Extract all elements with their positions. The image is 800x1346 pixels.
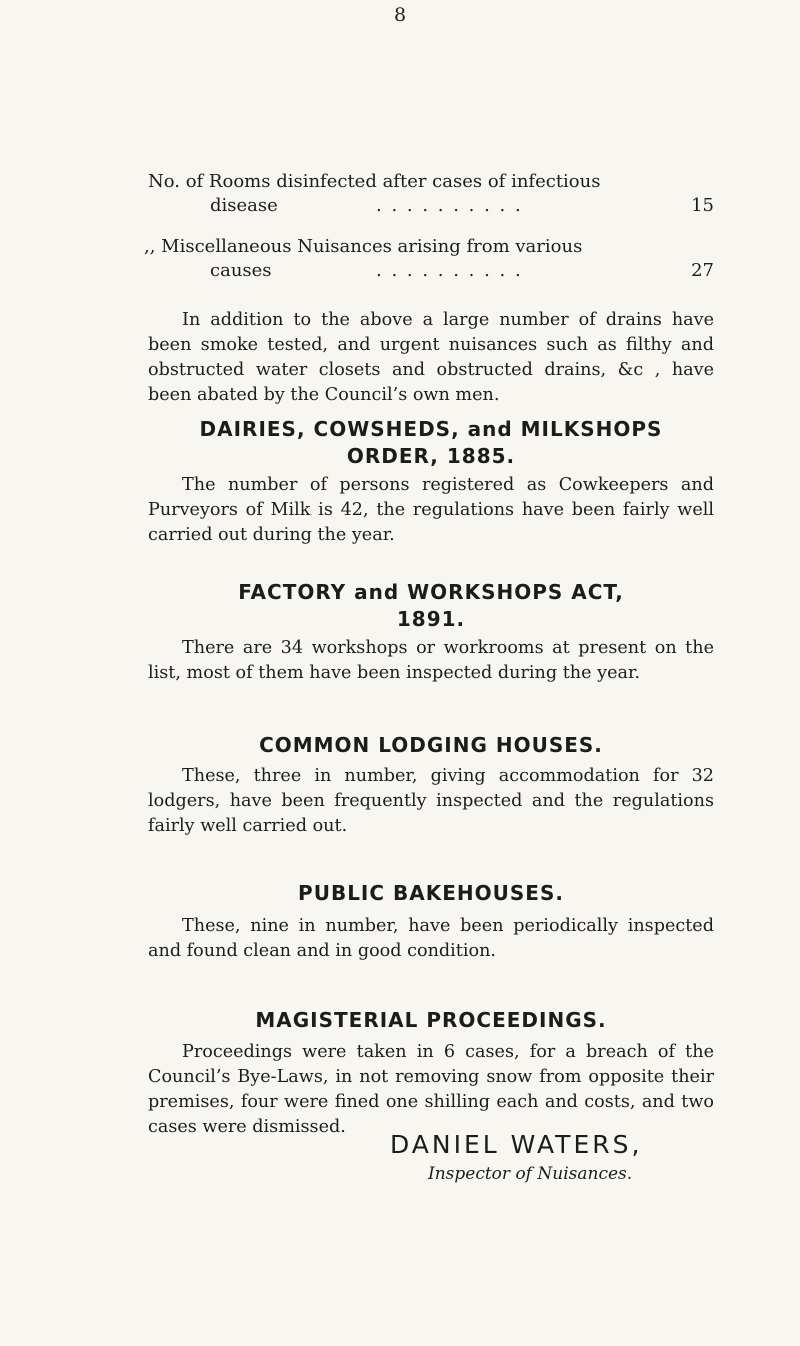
- section-body-text: Proceedings were taken in 6 cases, for a breach of the Council’s Bye-Laws, in not removing snow from opposite their premises, four were fined one shilling each and costs, and two cases were dismissed.: [148, 1042, 714, 1137]
- section-body-factory: [148, 636, 714, 686]
- section-heading-bakehouses: [148, 880, 714, 907]
- signature-title: Inspector of Nuisances.: [428, 1164, 633, 1184]
- intro-paragraph-text: In addition to the above a large number of drains have been smoke tested, and urgent nuisances such as filthy and obstructed water closets and obstructed drains, &c , have been abated by the Council’s own men.: [148, 310, 714, 405]
- leader-dots: . . . . . . . . . .: [376, 260, 523, 281]
- stat-label: ,, Miscellaneous Nuisances arising from various: [144, 236, 583, 257]
- intro-paragraph: [148, 308, 714, 408]
- heading-line: DAIRIES, COWSHEDS, and MILKSHOPS: [199, 417, 663, 441]
- section-body-text: These, three in number, giving accommodation for 32 lodgers, have been frequently inspected and the regulations fairly well carried out.: [148, 766, 714, 836]
- heading-line: 1891.: [396, 607, 466, 631]
- stat-rooms-disinfected: [148, 169, 714, 219]
- section-heading-dairies: [148, 416, 714, 470]
- section-body-bakehouses: [148, 914, 714, 964]
- section-heading-magisterial: [148, 1007, 714, 1034]
- heading-line: MAGISTERIAL PROCEEDINGS.: [255, 1008, 607, 1032]
- section-body-text: There are 34 workshops or workrooms at present on the list, most of them have been inspected during the year.: [148, 638, 714, 683]
- section-body-dairies: [148, 473, 714, 548]
- stat-label-continued: disease: [210, 195, 278, 216]
- stat-label: No. of Rooms disinfected after cases of infectious: [148, 171, 601, 192]
- section-body-text: The number of persons registered as Cowkeepers and Purveyors of Milk is 42, the regulations have been fairly well carried out during the year.: [148, 475, 714, 545]
- section-heading-factory: [148, 579, 714, 633]
- section-body-text: These, nine in number, have been periodically inspected and found clean and in good condition.: [148, 916, 714, 961]
- signature-name: DANIEL WATERS,: [390, 1130, 643, 1159]
- heading-line: PUBLIC BAKEHOUSES.: [298, 881, 564, 905]
- section-body-magisterial: [148, 1040, 714, 1140]
- section-heading-lodging: [148, 732, 714, 759]
- page-number: 8: [393, 4, 407, 26]
- stat-value: 15: [691, 195, 714, 216]
- leader-dots: . . . . . . . . . .: [376, 195, 523, 216]
- stat-misc-nuisances: [144, 234, 714, 284]
- heading-line: FACTORY and WORKSHOPS ACT,: [238, 580, 624, 604]
- stat-label-continued: causes: [210, 260, 272, 281]
- heading-line: ORDER, 1885.: [346, 444, 516, 468]
- heading-line: COMMON LODGING HOUSES.: [259, 733, 603, 757]
- section-body-lodging: [148, 764, 714, 839]
- stat-value: 27: [691, 260, 714, 281]
